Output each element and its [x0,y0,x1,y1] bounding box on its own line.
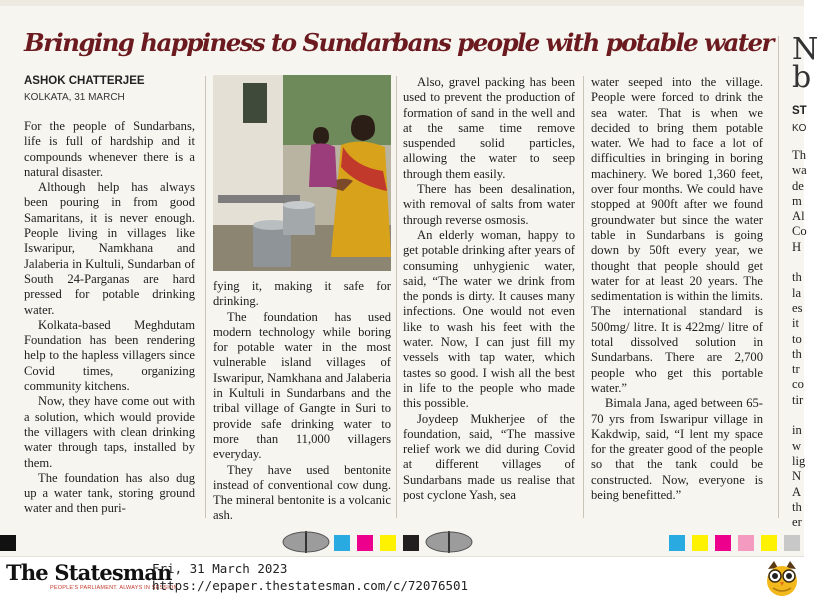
adjacent-line-fragment [792,408,807,423]
adjacent-line-fragment: tr [792,362,800,377]
color-swatch-yellow [380,535,396,551]
article-divider [778,36,779,518]
adjacent-line-fragment: la [792,285,802,300]
registration-mark-icon [282,531,330,553]
adjacent-line-fragment: lig [792,453,806,468]
adjacent-line-fragment: er [792,515,802,530]
color-swatch-yellow [692,535,708,551]
edition-url[interactable]: https://epaper.thestatesman.com/c/72076501 [152,578,469,593]
newspaper-logo[interactable]: The Statesman [6,560,172,585]
color-swatch-black [0,535,16,551]
adjacent-byline-fragment: ST [792,105,807,117]
adjacent-line-fragment: wa [792,163,807,178]
article-dateline: KOLKATA, 31 MARCH [24,92,125,103]
color-swatch-magenta [715,535,731,551]
paragraph: The foundation has used modern technology while boring for potable water in the most vulnerable island villages of Iswaripur, Namkhana and Jalaberia in Kultuli in Sundarbans and the tribal village of Gangte in Suri to provide safe drinking water to more than 11,000 villagers everyday. [213,309,391,462]
adjacent-line-fragment: A [792,484,802,499]
color-swatch-yellow [761,535,777,551]
adjacent-line-fragment: Th [792,148,806,162]
paragraph: Kolkata-based Meghdutam Foundation has been rendering help to the hapless villagers since Covid times, organizing community kitchens. [24,317,195,394]
previous-page-edge [0,0,804,6]
paragraph: Now, they have come out with a solution, which would provide the villagers with clean drinking water through taps, installed by them. [24,394,195,470]
column-rule [205,76,206,518]
adjacent-line-fragment: w [792,438,802,453]
paragraph: An elderly woman, happy to get potable drinking after years of consuming unhygienic water, said, “The water we drink from the ponds is dirty. It causes many infections. One would not even like to wash his feet with the water. Now, I can just fill my vessels with tap water, which tastes so good. I wish all the best in life to the people who made this possible. [403,227,575,411]
paragraph: fying it, making it safe for drinking. [213,279,391,309]
adjacent-line-fragment: to [792,331,802,346]
adjacent-line-fragment: es [792,300,803,315]
adjacent-line-fragment: H [792,239,802,254]
adjacent-line-fragment: in [792,423,802,438]
article-byline: ASHOK CHATTERJEE [24,75,145,87]
color-swatch-magenta [357,535,373,551]
adjacent-line-fragment: th [792,270,802,285]
column-rule [396,76,397,518]
adjacent-line-fragment: it [792,316,799,331]
adjacent-line-fragment: th [792,499,802,514]
village-women-tap-photo [213,75,391,271]
adjacent-line-fragment: co [792,377,804,392]
paragraph: Bimala Jana, aged between 65-70 yrs from Iswaripur village in Kakdwip, said, “I lent my space for the greater good of the people so that the tank could be constructed. Now, everyone is being benefitted.” [591,396,763,503]
paragraph: Although help has always been pouring in from good Samaritans, it is never enough. People living in villages like Iswaripur, Namkhana and Jalaberia in Kultuli, Sundarban of South 24-Parganas are hard pressed for potable drinking water. [24,180,195,317]
color-swatch-black [403,535,419,551]
paragraph: water seeped into the village. People were forced to drink the sea water. That is when we decided to bring them potable water. We had to face a lot of difficulties in bringing in boring machinery. We bored 1,360 feet, over four months. We could have stopped at 900ft after we found groundwater but since the water table in Sundarbans is going down by 50ft every year, we thought that people should get water for at least 20 years. The sedimentation is within the limits. The international standard is 500mg/ litre. It is 422mg/ litre of total dissolved solution in Sundarbans. There are 2,700 people who get this portable water.” [591,75,763,395]
adjacent-text-fragments [792,148,807,530]
adjacent-headline-fragment: N [792,32,818,67]
column-rule [583,76,584,518]
color-swatch-cyan [669,535,685,551]
color-swatch-cyan [334,535,350,551]
newspaper-tagline: PEOPLE'S PARLIAMENT. ALWAYS IN SESSION [50,585,178,591]
adjacent-dateline-fragment: KO [792,123,807,134]
paragraph: For the people of Sundarbans, life is full of hardship and it compounds whenever there is a natural disaster. [24,119,195,179]
registration-mark-icon [425,531,473,553]
color-swatch-grey [784,535,800,551]
color-swatch-pink [738,535,754,551]
edition-date: Fri, 31 March 2023 [152,561,288,576]
adjacent-headline-fragment: b [792,60,812,95]
paragraph: There has been desalination, with removal of salts from water through reverse osmosis. [403,182,575,227]
article-column-4 [591,75,763,503]
adjacent-line-fragment: Co [792,224,807,239]
article-column-3 [403,75,575,503]
article-photo[interactable] [213,75,391,271]
paragraph: The foundation has also dug up a water tank, storing ground water and then puri- [24,470,195,516]
article-column-1 [24,119,195,517]
adjacent-article-fragment [786,30,818,530]
adjacent-line-fragment: N [792,469,802,484]
adjacent-line-fragment: tir [792,392,804,407]
adjacent-line-fragment: m [792,193,802,208]
adjacent-line-fragment: de [792,178,804,193]
owl-mascot-icon[interactable] [764,559,800,597]
adjacent-line-fragment: th [792,346,802,361]
article-headline: Bringing happiness to Sundarbans people with potable water [24,28,773,57]
paragraph: They have used bentonite instead of conventional cow dung. The mineral bentonite is a volcanic ash. [213,462,391,523]
adjacent-line-fragment: Al [792,209,805,224]
adjacent-line-fragment [792,255,807,270]
paragraph: Also, gravel packing has been used to prevent the production of formation of sand in the well and at the same time remove suspended solid particles, allowing the water to seep through them easily. [403,75,575,181]
article-column-2 [213,279,391,524]
paragraph: Joydeep Mukherjee of the foundation, said, “The massive relief work we did during Covid at different villages of Sundarbans made us realise that post cyclone Yash, sea [403,411,575,503]
